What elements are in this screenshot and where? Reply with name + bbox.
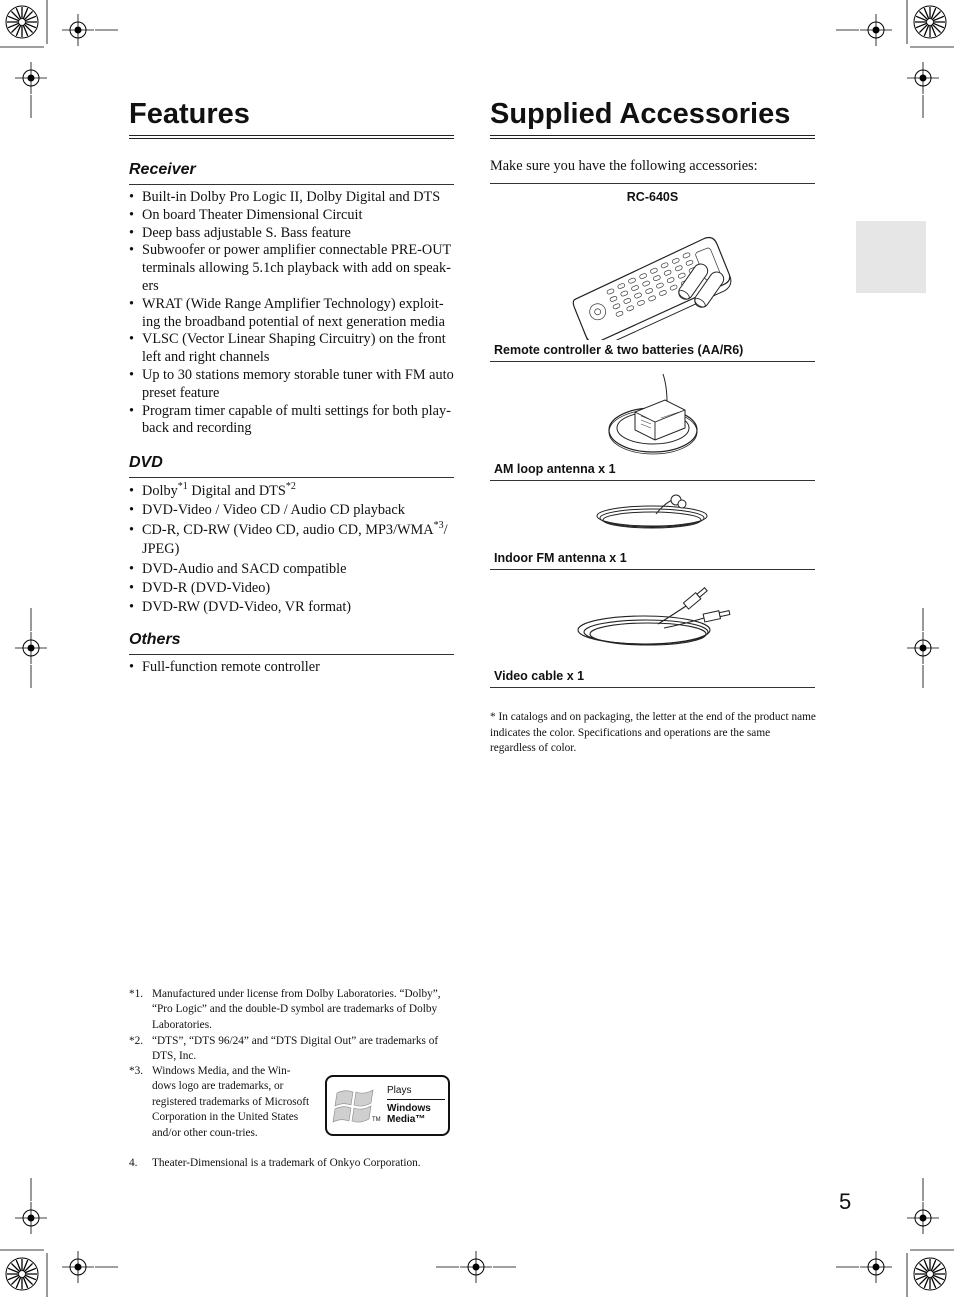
list-item: • Subwoofer or power amplifier connectable PRE-OUT terminals allowing 5.1ch playback with add on speak-ers bbox=[129, 242, 456, 295]
list-item: • DVD-RW (DVD-Video, VR format) bbox=[129, 598, 456, 617]
footnote-4 bbox=[129, 1156, 454, 1173]
footnote-ref: *1 bbox=[177, 481, 188, 492]
features-title: Features bbox=[129, 98, 250, 130]
section-tab-marker bbox=[856, 221, 926, 293]
footnote-text: Windows Media, and the Win-dows logo are trademarks, or registered trademarks of Microsoft Corporation in the United States and/or other coun-tries. bbox=[152, 1065, 310, 1139]
footnote-number: *2. bbox=[129, 1035, 144, 1047]
remote-caption: Remote controller & two batteries (AA/R6) bbox=[494, 343, 744, 357]
accessories-title: Supplied Accessories bbox=[490, 98, 791, 130]
cd-text: CD-R, CD-RW (Video CD, audio CD, MP3/WMA bbox=[142, 521, 434, 538]
accessories-title-rule bbox=[490, 135, 815, 139]
dvd-feature-list bbox=[129, 482, 456, 618]
footnote-ref: *2 bbox=[285, 481, 296, 492]
others-feature-list bbox=[129, 659, 456, 677]
receiver-feature-list bbox=[129, 189, 456, 438]
fm-antenna-caption: Indoor FM antenna x 1 bbox=[494, 551, 627, 565]
list-item: • DVD-Video / Video CD / Audio CD playback bbox=[129, 501, 456, 520]
footnote-text: Manufactured under license from Dolby Laboratories. “Dolby”, “Pro Logic” and the double-D symbol are trademarks of Dolby Laboratories. bbox=[152, 988, 441, 1031]
list-item: • DVD-Audio and SACD compatible bbox=[129, 560, 456, 579]
am-antenna-caption: AM loop antenna x 1 bbox=[494, 462, 616, 476]
footnote-text: “DTS”, “DTS 96/24” and “DTS Digital Out” are trademarks of DTS, Inc. bbox=[152, 1035, 439, 1063]
jpeg-text: / JPEG) bbox=[142, 521, 448, 558]
remote-rule bbox=[490, 361, 815, 362]
list-item: • WRAT (Wide Range Amplifier Technology) exploit-ing the broadband potential of next generation media bbox=[129, 296, 456, 332]
dvd-heading: DVD bbox=[129, 454, 163, 471]
footnote-number: *3. bbox=[129, 1065, 144, 1077]
accessories-intro: Make sure you have the following accessories: bbox=[490, 158, 758, 174]
dolby-text: Dolby bbox=[142, 483, 178, 499]
list-item: • On board Theater Dimensional Circuit bbox=[129, 207, 456, 225]
video-cable-illustration bbox=[574, 584, 734, 659]
logo-media: Media™ bbox=[387, 1114, 426, 1125]
others-heading: Others bbox=[129, 631, 181, 648]
list-item: • Built-in Dolby Pro Logic II, Dolby Digital and DTS bbox=[129, 189, 456, 207]
receiver-heading: Receiver bbox=[129, 161, 196, 178]
receiver-rule bbox=[129, 184, 454, 185]
remote-controller-illustration bbox=[564, 210, 744, 340]
fm-rule bbox=[490, 569, 815, 570]
am-loop-antenna-illustration bbox=[605, 372, 705, 462]
footnote-1 bbox=[129, 987, 454, 1035]
color-note: * In catalogs and on packaging, the letter at the end of the product name indicates the color. Specifications and operations are the same regardless of color. bbox=[490, 711, 816, 754]
intro-rule bbox=[490, 183, 815, 184]
video-cable-caption: Video cable x 1 bbox=[494, 669, 585, 683]
logo-plays: Plays bbox=[387, 1085, 412, 1096]
logo-windows: Windows bbox=[387, 1103, 431, 1114]
dts-text: Digital and DTS bbox=[187, 483, 286, 499]
footnote-number: 4. bbox=[129, 1157, 138, 1169]
logo-divider bbox=[387, 1099, 445, 1100]
video-rule bbox=[490, 687, 815, 688]
list-item: • Program timer capable of multi settings for both play-back and recording bbox=[129, 403, 456, 439]
footnote-2 bbox=[129, 1034, 454, 1066]
others-rule bbox=[129, 654, 454, 655]
fm-antenna-illustration bbox=[594, 490, 714, 540]
footnote-number: *1. bbox=[129, 988, 144, 1000]
list-item: • Up to 30 stations memory storable tuner with FM auto preset feature bbox=[129, 367, 456, 403]
page-number: 5 bbox=[839, 1189, 852, 1214]
list-item: • DVD-R (DVD-Video) bbox=[129, 579, 456, 598]
dvd-rule bbox=[129, 477, 454, 478]
list-item bbox=[129, 482, 456, 501]
list-item: • Full-function remote controller bbox=[129, 659, 456, 677]
footnote-3 bbox=[129, 1064, 329, 1159]
list-item: • VLSC (Vector Linear Shaping Circuitry) on the front left and right channels bbox=[129, 331, 456, 367]
list-item: • Deep bass adjustable S. Bass feature bbox=[129, 225, 456, 243]
am-rule bbox=[490, 480, 815, 481]
remote-model-label: RC-640S bbox=[626, 190, 679, 204]
features-title-rule bbox=[129, 135, 454, 139]
logo-tm: TM bbox=[372, 1117, 381, 1123]
footnote-text: Theater-Dimensional is a trademark of Onkyo Corporation. bbox=[152, 1157, 421, 1169]
list-item bbox=[129, 521, 456, 560]
footnote-ref: *3 bbox=[433, 519, 444, 531]
plays-windows-media-logo bbox=[325, 1075, 450, 1136]
